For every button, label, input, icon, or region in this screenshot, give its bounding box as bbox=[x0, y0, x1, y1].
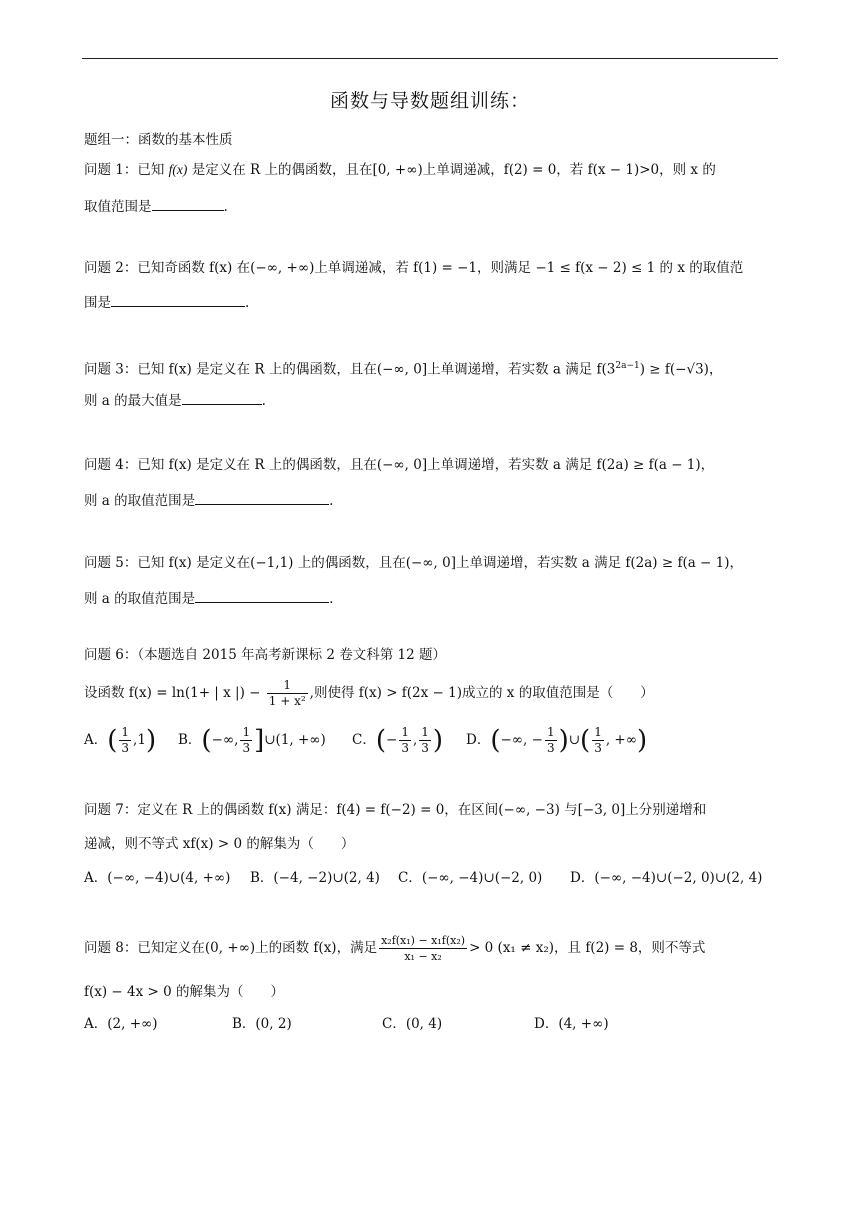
q5-text: 则 a 的取值范围是 bbox=[84, 591, 196, 607]
q4-text: 则 a 的取值范围是 bbox=[84, 493, 196, 509]
question-1-line-2 bbox=[84, 196, 228, 217]
q1-period: . bbox=[223, 199, 228, 215]
question-6-heading: 问题 6：（本题选自 2015 年高考新课标 2 卷文科第 12 题） bbox=[84, 647, 447, 663]
question-1-line-1 bbox=[84, 160, 716, 180]
question-4-line-2 bbox=[84, 490, 333, 511]
question-8-line-2: f(x) − 4x > 0 的解集为（ ） bbox=[84, 984, 285, 1000]
question-7-line-1: 问题 7：定义在 R 上的偶函数 f(x) 满足：f(4) = f(−2) = 0，在区间(−∞, −3) 与[−3, 0]上分别递增和 bbox=[84, 802, 707, 818]
q6-fraction: $\frac{1}{\text{1 + x²}}$ bbox=[268, 678, 306, 708]
q3-period: . bbox=[261, 393, 266, 409]
q6-text-b: ,则使得 f(x) > f(2x − 1)成立的 x 的取值范围是（ ） bbox=[309, 685, 654, 701]
q3-exponent: 2a−1 bbox=[615, 361, 640, 371]
question-6-line-1 bbox=[84, 676, 654, 710]
page-title: 函数与导数题组训练： bbox=[329, 90, 530, 112]
q1-fx: f(x) bbox=[168, 162, 188, 177]
question-3-line-2 bbox=[84, 390, 266, 411]
q7-option-a[interactable]: A．(−∞, −4)∪(4, +∞) bbox=[84, 870, 231, 886]
header-rule bbox=[82, 58, 778, 59]
question-2-line-1: 问题 2：已知奇函数 f(x) 在(−∞, +∞)上单调递减，若 f(1) = −1，则满足 −1 ≤ f(x − 2) ≤ 1 的 x 的取值范 bbox=[84, 260, 744, 276]
question-2-line-2 bbox=[84, 292, 249, 313]
q8-option-b[interactable]: B．(0, 2) bbox=[232, 1016, 292, 1032]
q8-option-d[interactable]: D．(4, +∞) bbox=[534, 1016, 609, 1032]
question-8-line-1 bbox=[84, 930, 705, 966]
q6-option-d[interactable]: D．(−∞, − $\frac{1}{3}$ )∪( $\frac{1}{3}$ , +∞) bbox=[466, 725, 648, 756]
q5-period: . bbox=[329, 591, 334, 607]
q8-fraction: $\frac{\text{x₂f(x₁) − x₁f(x₂)}}{\text{x₁ − x₂}}$ bbox=[381, 934, 466, 963]
q6-text-a: 设函数 f(x) = ln(1+ | x |) − bbox=[84, 685, 265, 701]
answer-blank[interactable] bbox=[195, 490, 329, 505]
q8-option-c[interactable]: C．(0, 4) bbox=[382, 1016, 443, 1032]
group-heading: 题组一：函数的基本性质 bbox=[84, 132, 233, 148]
answer-blank[interactable] bbox=[195, 588, 329, 603]
answer-blank[interactable] bbox=[111, 292, 245, 307]
answer-blank[interactable] bbox=[152, 196, 224, 211]
q2-text: 围是 bbox=[84, 295, 111, 311]
q1-text-a: 问题 1：已知 bbox=[84, 162, 169, 178]
q1-text-b: 是定义在 R 上的偶函数，且在[0, +∞)上单调递减，f(2) = 0，若 f(x − 1)>0，则 x 的 bbox=[187, 162, 716, 178]
q7-option-b[interactable]: B．(−4, −2)∪(2, 4) bbox=[250, 870, 380, 886]
q7-option-d[interactable]: D．(−∞, −4)∪(−2, 0)∪(2, 4) bbox=[570, 870, 763, 886]
q8-option-a[interactable]: A．(2, +∞) bbox=[84, 1016, 158, 1032]
q6-option-a[interactable]: A．( $\frac{1}{3}$ ,1) bbox=[84, 725, 157, 756]
q2-period: . bbox=[245, 295, 250, 311]
q8-text-b: > 0 (x₁ ≠ x₂)，且 f(2) = 8，则不等式 bbox=[469, 940, 706, 956]
q7-option-c[interactable]: C．(−∞, −4)∪(−2, 0) bbox=[398, 870, 543, 886]
question-3-line-1 bbox=[84, 356, 722, 380]
q8-text-a: 问题 8：已知定义在(0, +∞)上的函数 f(x)，满足 bbox=[84, 940, 378, 956]
question-4-line-1: 问题 4：已知 f(x) 是定义在 R 上的偶函数，且在(−∞, 0]上单调递增，若实数 a 满足 f(2a) ≥ f(a − 1)， bbox=[84, 457, 715, 473]
answer-blank[interactable] bbox=[182, 390, 262, 405]
q6-option-c[interactable]: C．(− $\frac{1}{3}$ , $\frac{1}{3}$ ) bbox=[352, 725, 444, 756]
q3-text-a: 问题 3：已知 f(x) 是定义在 R 上的偶函数，且在(−∞, 0]上单调递增，若实数 a 满足 f(3 bbox=[84, 361, 616, 378]
question-7-line-2: 递减，则不等式 xf(x) > 0 的解集为（ ） bbox=[84, 836, 355, 852]
question-5-line-2 bbox=[84, 588, 333, 609]
q3-text-c: 则 a 的最大值是 bbox=[84, 393, 182, 409]
question-5-line-1: 问题 5：已知 f(x) 是定义在(−1,1) 上的偶函数，且在(−∞, 0]上单调递增，若实数 a 满足 f(2a) ≥ f(a − 1)， bbox=[84, 555, 744, 571]
q1-text-c: 取值范围是 bbox=[84, 199, 152, 215]
q4-period: . bbox=[329, 493, 334, 509]
q3-text-b: ) ≥ f(−√3)， bbox=[639, 361, 723, 378]
q6-option-b[interactable]: B．(−∞, $\frac{1}{3}$ ]∪(1, +∞) bbox=[178, 725, 326, 756]
